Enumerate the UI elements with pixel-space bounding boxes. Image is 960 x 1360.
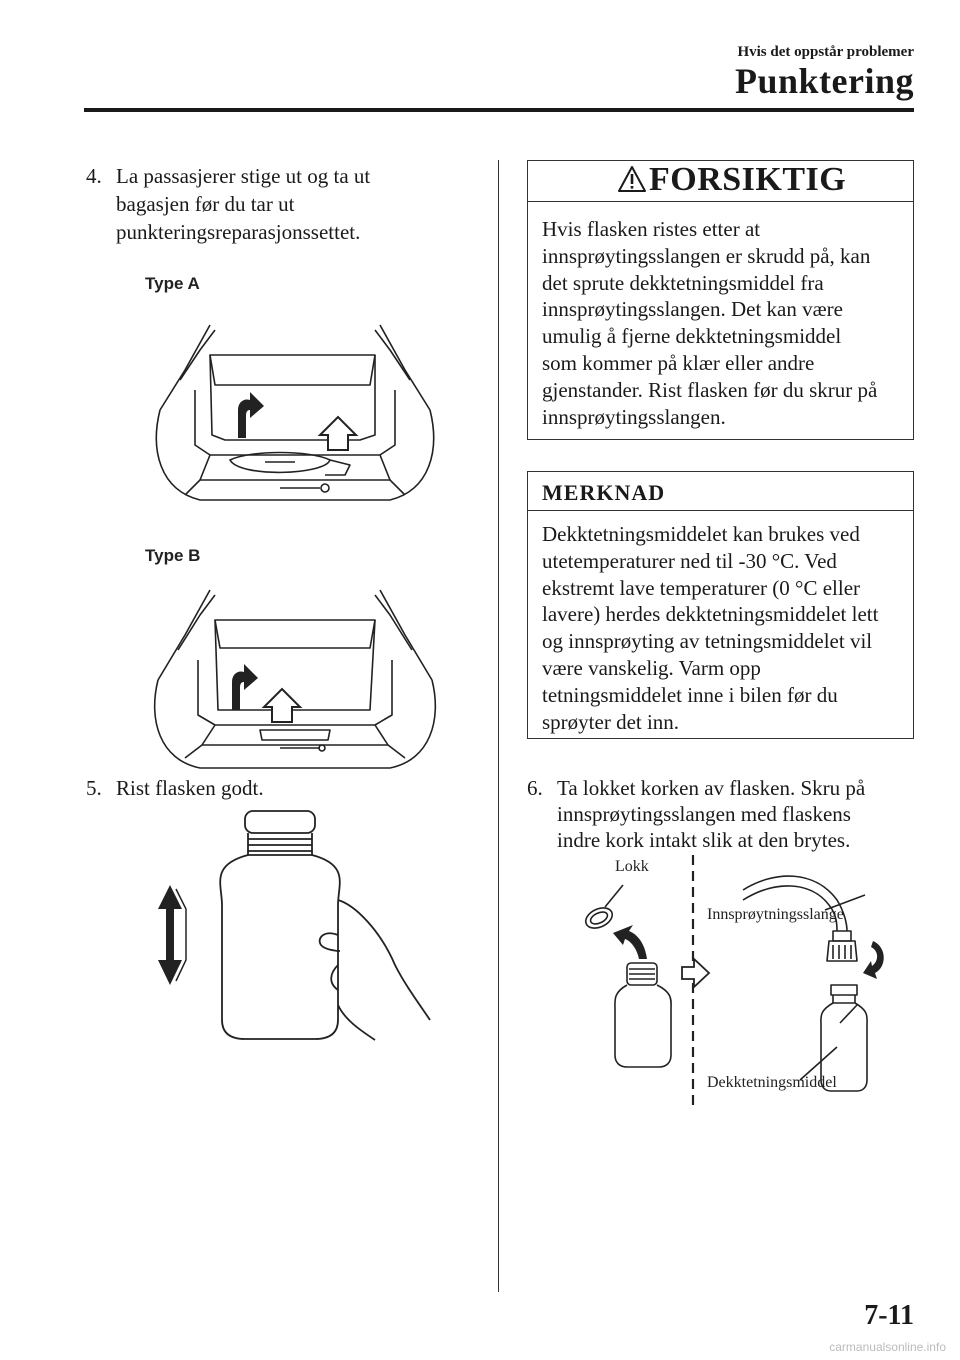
note-line: være vanskelig. Varm opp: [542, 655, 761, 680]
sealant-label: Dekktetningsmiddel: [707, 1074, 837, 1091]
caution-line: gjenstander. Rist flasken før du skrur på: [542, 377, 878, 402]
note-header: [528, 472, 913, 511]
page-number: 7-11: [864, 1300, 914, 1331]
trunk-illustration-type-a: [140, 310, 450, 510]
note-line: ekstremt lave temperaturer (0 °C eller: [542, 575, 861, 600]
step-4-line-1: La passasjerer stige ut og ta ut: [116, 164, 371, 188]
note-line: tetningsmiddelet inne i bilen før du: [542, 682, 838, 707]
step-6: [527, 774, 927, 864]
note-line: lavere) herdes dekktetningsmiddelet lett: [542, 602, 879, 627]
hose-label: Innsprøytningsslange: [707, 906, 844, 923]
step-4-number: 4.: [86, 164, 102, 188]
step-5-text: Rist flasken godt.: [116, 776, 264, 800]
caution-body: [528, 202, 913, 430]
caution-line: innsprøytingsslangen.: [542, 404, 726, 429]
caution-line: Hvis flasken ristes etter at: [542, 217, 761, 241]
step-4-line-2: bagasjen før du tar ut: [116, 192, 295, 216]
step-6-line-2: innsprøytingsslangen med flaskens: [557, 802, 851, 826]
caution-header: [528, 161, 913, 202]
caution-line: det sprute dekktetningsmiddel fra: [542, 270, 824, 295]
warning-triangle-icon: [617, 165, 647, 193]
trunk-illustration-type-b: [140, 580, 450, 775]
cap-label: Lokk: [615, 858, 649, 875]
page-title: Punktering: [734, 61, 914, 101]
caution-line: som kommer på klær eller andre: [542, 350, 815, 375]
note-line: sprøyter det inn.: [542, 709, 680, 734]
section-label: Hvis det oppstår problemer: [737, 44, 914, 60]
step-6-number: 6.: [527, 776, 543, 800]
note-line: og innsprøyting av tetningsmiddelet vil: [542, 629, 873, 654]
note-box: [527, 471, 914, 739]
caution-line: umulig å fjerne dekktetningsmiddel: [542, 324, 842, 349]
step-5: [86, 774, 486, 804]
caution-line: innsprøytingsslangen. Det kan være: [542, 297, 843, 322]
header-rule: [84, 108, 914, 112]
caution-box: [527, 160, 914, 440]
step-5-number: 5.: [86, 776, 102, 800]
note-title: MERKNAD: [542, 480, 666, 505]
shake-bottle-illustration: [150, 805, 440, 1050]
caution-line: innsprøytingsslangen er skrudd på, kan: [542, 243, 871, 268]
step-6-line-3: indre kork intakt slik at den brytes.: [557, 828, 851, 852]
remove-cap-attach-hose-illustration: [575, 855, 895, 1110]
note-line: utetemperaturer ned til -30 °C. Ved: [542, 548, 837, 573]
caution-title: FORSIKTIG: [649, 161, 847, 198]
note-body: [528, 511, 913, 735]
watermark: carmanualsonline.info: [829, 1340, 946, 1354]
type-a-label: Type A: [145, 274, 200, 293]
step-4: [86, 162, 486, 252]
type-b-label: Type B: [145, 546, 201, 565]
note-line: Dekktetningsmiddelet kan brukes ved: [542, 522, 860, 546]
step-6-line-1: Ta lokket korken av flasken. Skru på: [557, 776, 866, 800]
step-4-line-3: punkteringsreparasjonssettet.: [116, 220, 361, 244]
column-divider: [498, 160, 499, 1292]
